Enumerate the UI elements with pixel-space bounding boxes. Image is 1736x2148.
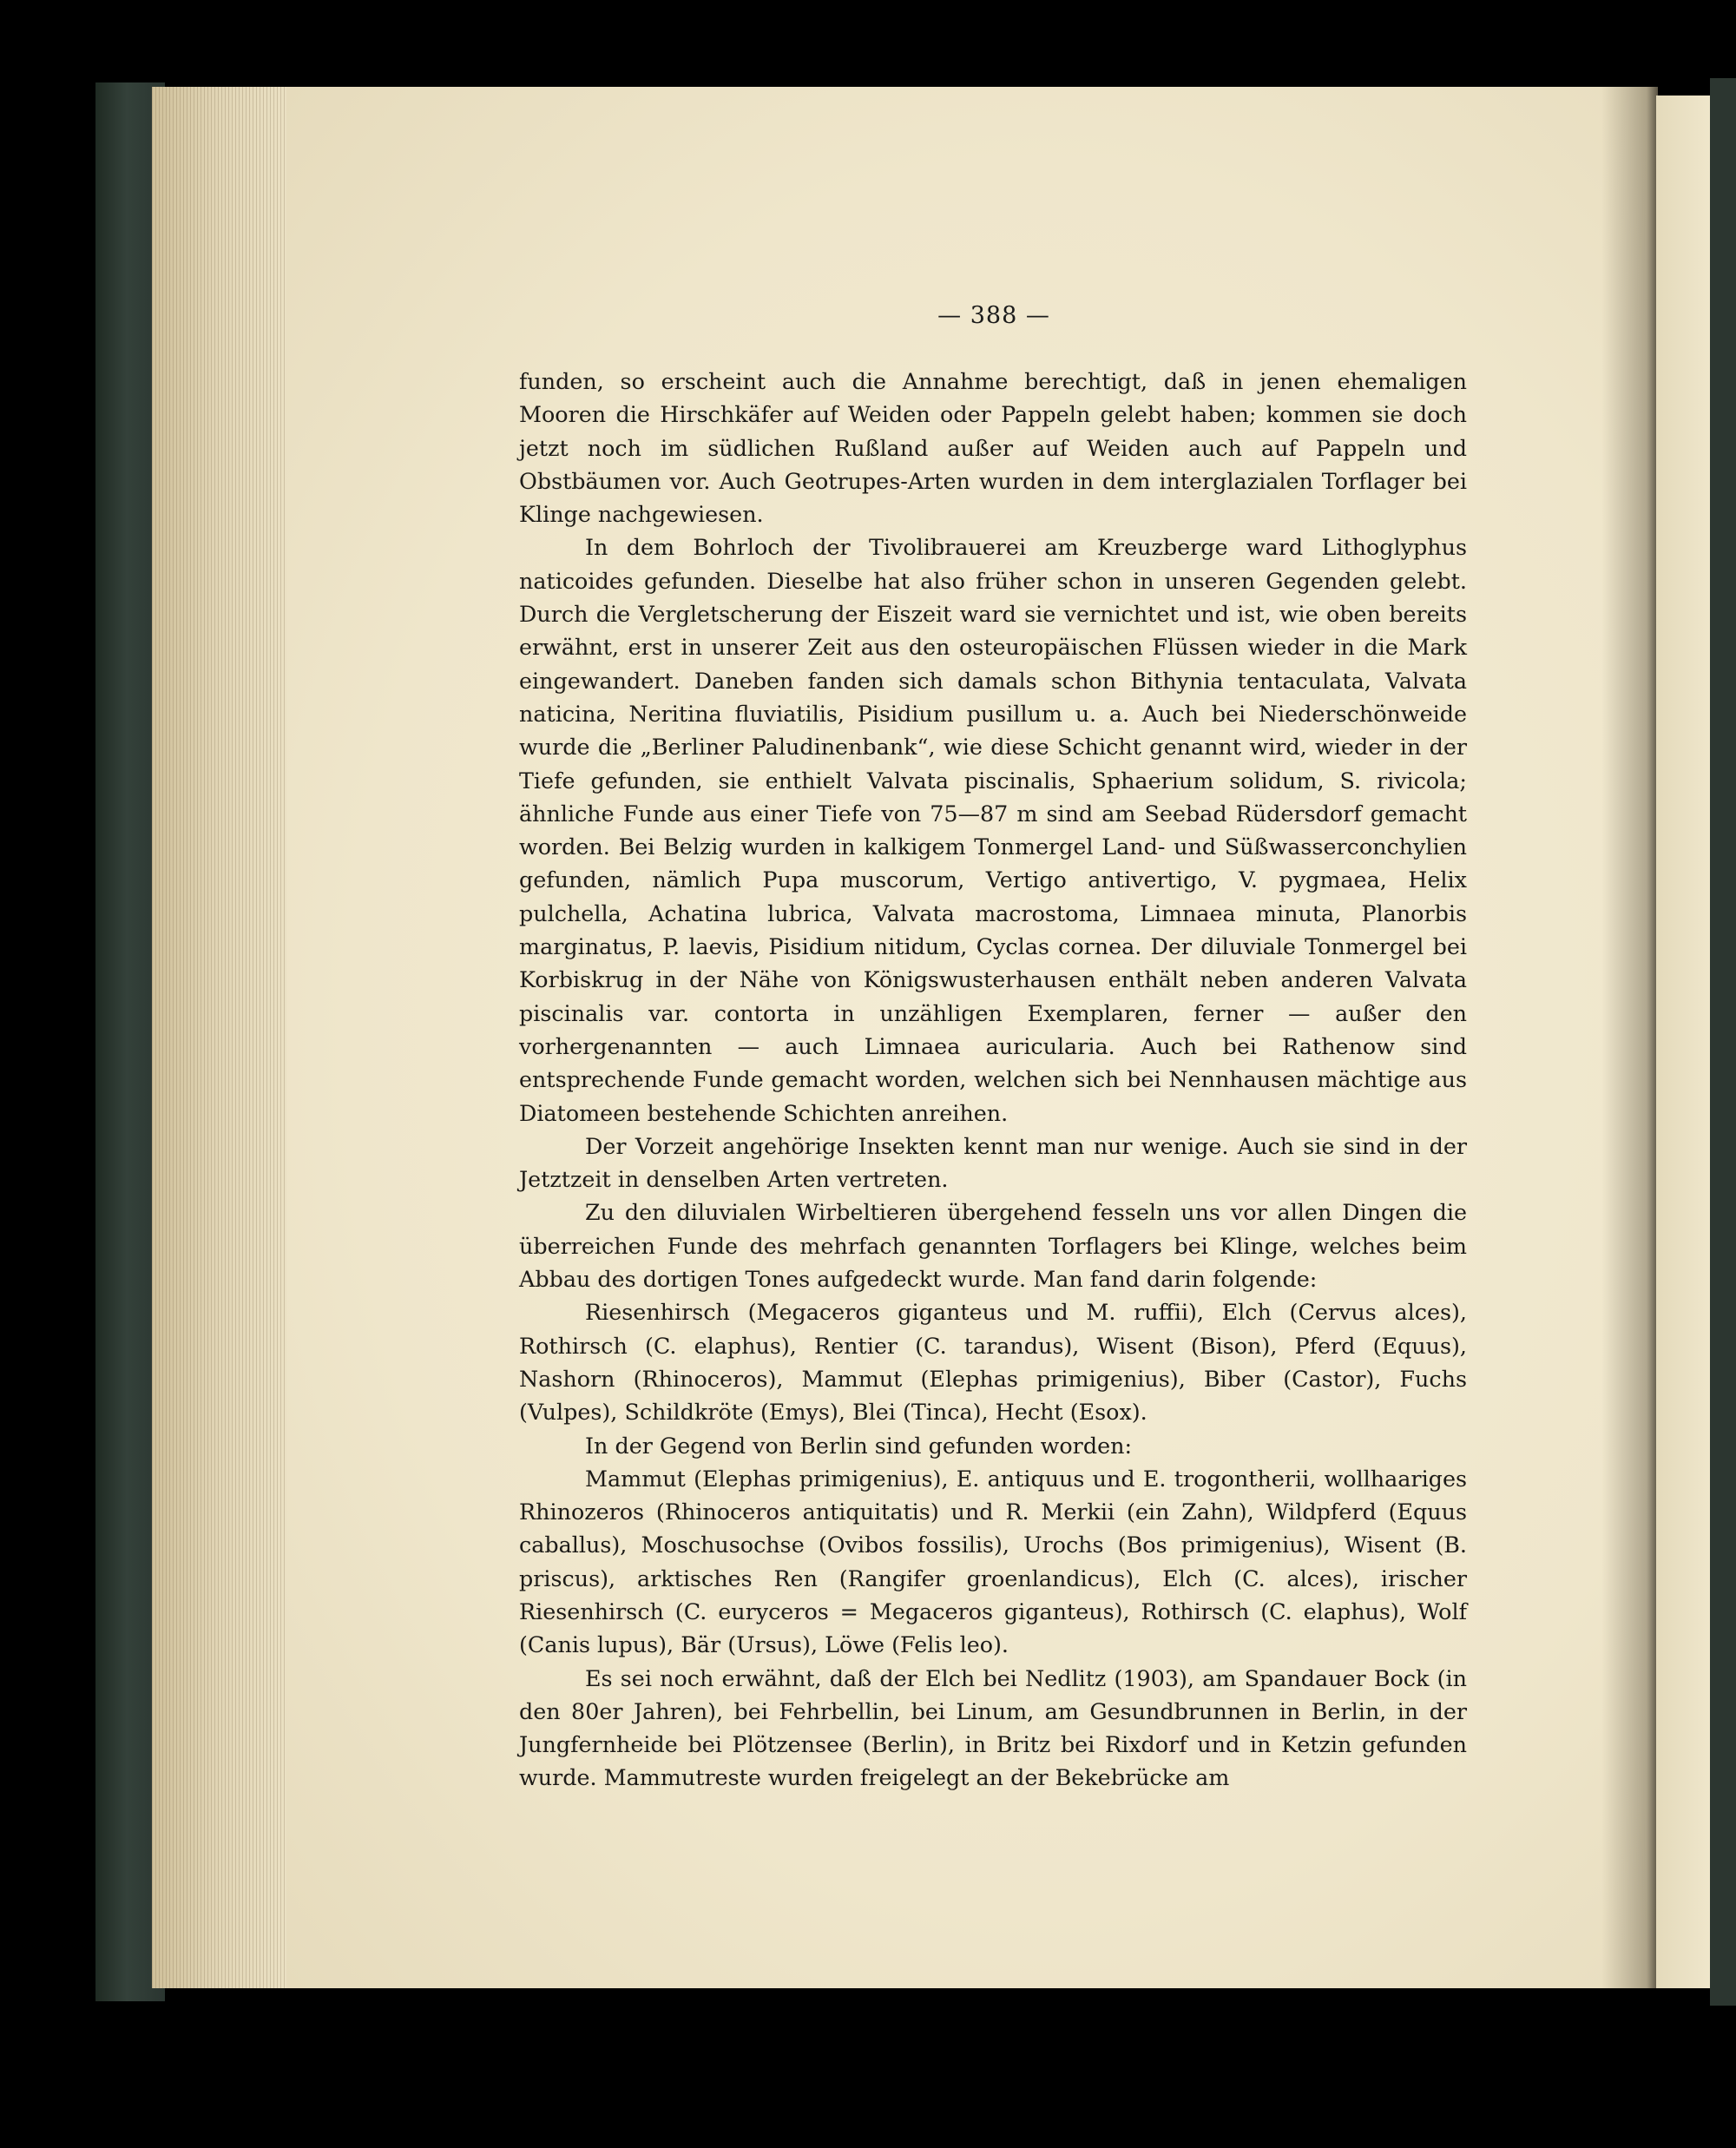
paragraph: Der Vorzeit angehörige Insekten kennt man nur wenige. Auch sie sind in der Jetztzeit in denselben Arten vertreten. bbox=[519, 1132, 1467, 1193]
book-cover-right bbox=[1710, 78, 1736, 2006]
page-text bbox=[519, 365, 1467, 1795]
paragraph: Riesenhirsch (Megaceros giganteus und M. ruffii), Elch (Cervus alces), Rothirsch (C. elaphus), Rentier (C. tarandus), Wisent (Bison), Pferd (Equus), Nashorn (Rhinoceros), Mammut (Elephas primigenius), Biber (Castor), Fuchs (Vulpes), Schildkröte (Emys), Blei (Tinca), Hecht (Esox). bbox=[519, 1299, 1467, 1426]
page-edges bbox=[152, 87, 291, 1988]
next-page-edge bbox=[1656, 96, 1710, 1988]
gutter-shadow bbox=[1601, 87, 1658, 1988]
paragraph: Zu den diluvialen Wirbeltieren übergehend fesseln uns vor allen Dingen die überreichen Funde des mehrfach genannten Torflagers bei Klinge, welches beim Abbau des dortigen Tones aufgedeckt wurde. Man fand darin folgende: bbox=[519, 1199, 1467, 1293]
paragraph: In dem Bohrloch der Tivolibrauerei am Kreuzberge ward Lithoglyphus naticoides gefunden. Dieselbe hat also früher schon in unseren Gegenden gelebt. Durch die Vergletscherung der Eiszeit ward sie vernichtet und ist, wie oben bereits erwähnt, erst in unserer Zeit aus den osteuropäischen Flüssen wieder in die Mark eingewandert. Daneben fanden sich damals schon Bithynia tentaculata, Valvata naticina, Neritina fluviatilis, Pisidium pusillum u. a. Auch bei Niederschönweide wurde die „Berliner Paludinenbank“, wie diese Schicht genannt wird, wieder in der Tiefe gefunden, sie enthielt Valvata piscinalis, Sphaerium solidum, S. rivicola; ähnliche Funde aus einer Tiefe von 75—87 m sind am Seebad Rüdersdorf gemacht worden. Bei Belzig wurden in kalkigem Tonmergel Land- und Süßwasserconchylien gefunden, nämlich Pupa muscorum, Vertigo antivertigo, V. pygmaea, Helix pulchella, Achatina lubrica, Valvata macrostoma, Limnaea minuta, Planorbis marginatus, P. laevis, Pisidium nitidum, Cyclas cornea. Der diluviale Tonmergel bei Korbiskrug in der Nähe von Königswusterhausen enthält neben anderen Valvata piscinalis var. contorta in unzähligen Exemplaren, ferner — außer den vorhergenannten — auch Limnaea auricularia. Auch bei Rathenow sind entsprechende Funde gemacht worden, welchen sich bei Nennhausen mächtige aus Diatomeen bestehende Schichten anreihen. bbox=[519, 534, 1467, 1126]
page-number: — 388 — bbox=[937, 302, 1050, 329]
paragraph: Mammut (Elephas primigenius), E. antiquus und E. trogontherii, wollhaariges Rhinozeros (Rhinoceros antiquitatis) und R. Merkii (ein Zahn), Wildpferd (Equus caballus), Moschusochse (Ovibos fossilis), Urochs (Bos primigenius), Wisent (B. priscus), arktisches Ren (Rangifer groenlandicus), Elch (C. alces), irischer Riesenhirsch (C. euryceros = Megaceros giganteus), Rothirsch (C. elaphus), Wolf (Canis lupus), Bär (Ursus), Löwe (Felis leo). bbox=[519, 1465, 1467, 1658]
paragraph: funden, so erscheint auch die Annahme berechtigt, daß in jenen ehemaligen Mooren die Hirschkäfer auf Weiden oder Pappeln gelebt haben; kommen sie doch jetzt noch im südlichen Rußland außer auf Weiden auch auf Pappeln und Obstbäumen vor. Auch Geotrupes-Arten wurden in dem interglazialen Torflager bei Klinge nachgewiesen. bbox=[519, 368, 1467, 528]
paragraph: In der Gegend von Berlin sind gefunden worden: bbox=[585, 1432, 1133, 1459]
paragraph: Es sei noch erwähnt, daß der Elch bei Nedlitz (1903), am Spandauer Bock (in den 80er Jahren), bei Fehrbellin, bei Linum, am Gesundbrunnen in Berlin, in der Jungfernheide bei Plötzensee (Berlin), in Britz bei Rixdorf und in Ketzin gefunden wurde. Mammutreste wurden freigelegt an der Bekebrücke am bbox=[519, 1664, 1467, 1791]
